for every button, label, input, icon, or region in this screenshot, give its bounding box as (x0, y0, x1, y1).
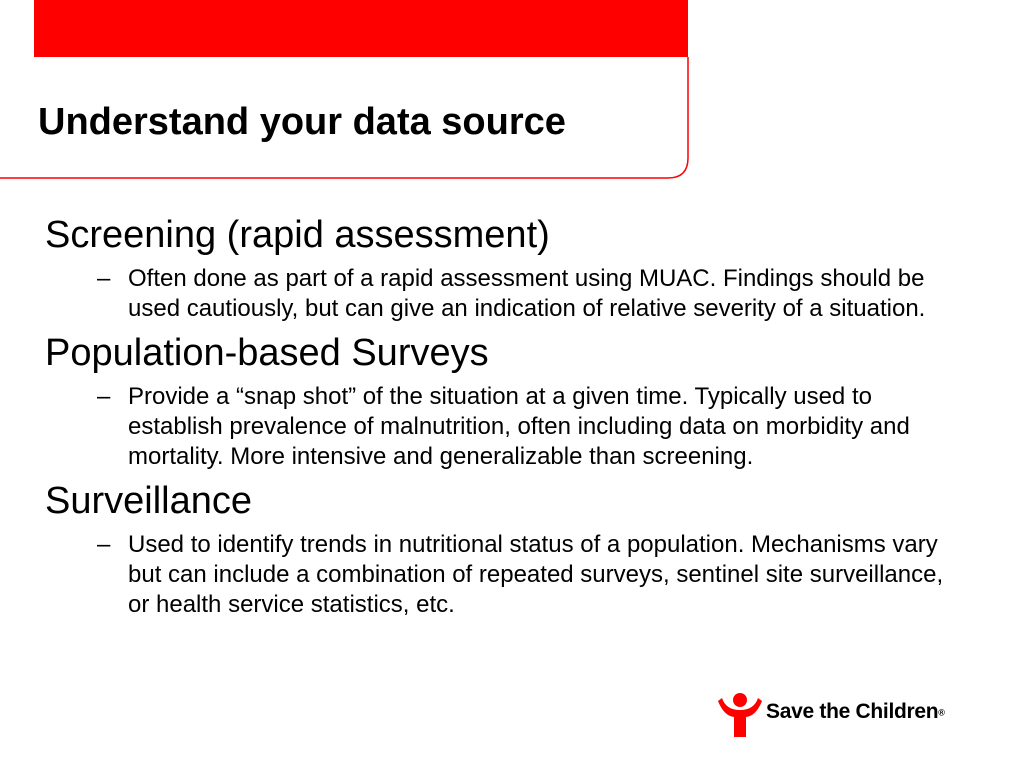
section-heading: Surveillance (45, 480, 252, 522)
bullet-text: Used to identify trends in nutritional status of a population. Mechanisms vary but can include a combination of repeated surveys, sentinel site surveillance, or health service statistics, etc. (128, 531, 944, 618)
save-the-children-logo (716, 690, 966, 738)
bullet-text: Often done as part of a rapid assessment using MUAC. Findings should be used cautiously, but can give an indication of relative severity of a situation. (128, 265, 926, 322)
child-figure-icon (716, 690, 764, 738)
slide-title: Understand your data source (38, 101, 566, 143)
section-surveillance (45, 478, 985, 620)
bullet-dash: – (97, 531, 111, 558)
sub-bullet (45, 264, 985, 324)
section-heading: Population-based Surveys (45, 332, 489, 374)
bullet-text: Provide a “snap shot” of the situation at a given time. Typically used to establish prevalence of malnutrition, often including data on morbidity and mortality. More intensive and generalizable than screening. (128, 383, 910, 470)
bullet-dash: – (97, 383, 111, 410)
logo-name: Save the Children (766, 700, 939, 723)
bullet-dash: – (97, 265, 111, 292)
section-heading: Screening (rapid assessment) (45, 214, 550, 256)
sub-bullet (45, 530, 985, 620)
section-surveys (45, 330, 985, 472)
registered-mark: ® (938, 707, 945, 718)
header-red-bar (34, 0, 688, 57)
sub-bullet (45, 382, 985, 472)
logo-text (766, 700, 945, 724)
section-screening (45, 212, 985, 324)
slide-content (45, 212, 985, 626)
